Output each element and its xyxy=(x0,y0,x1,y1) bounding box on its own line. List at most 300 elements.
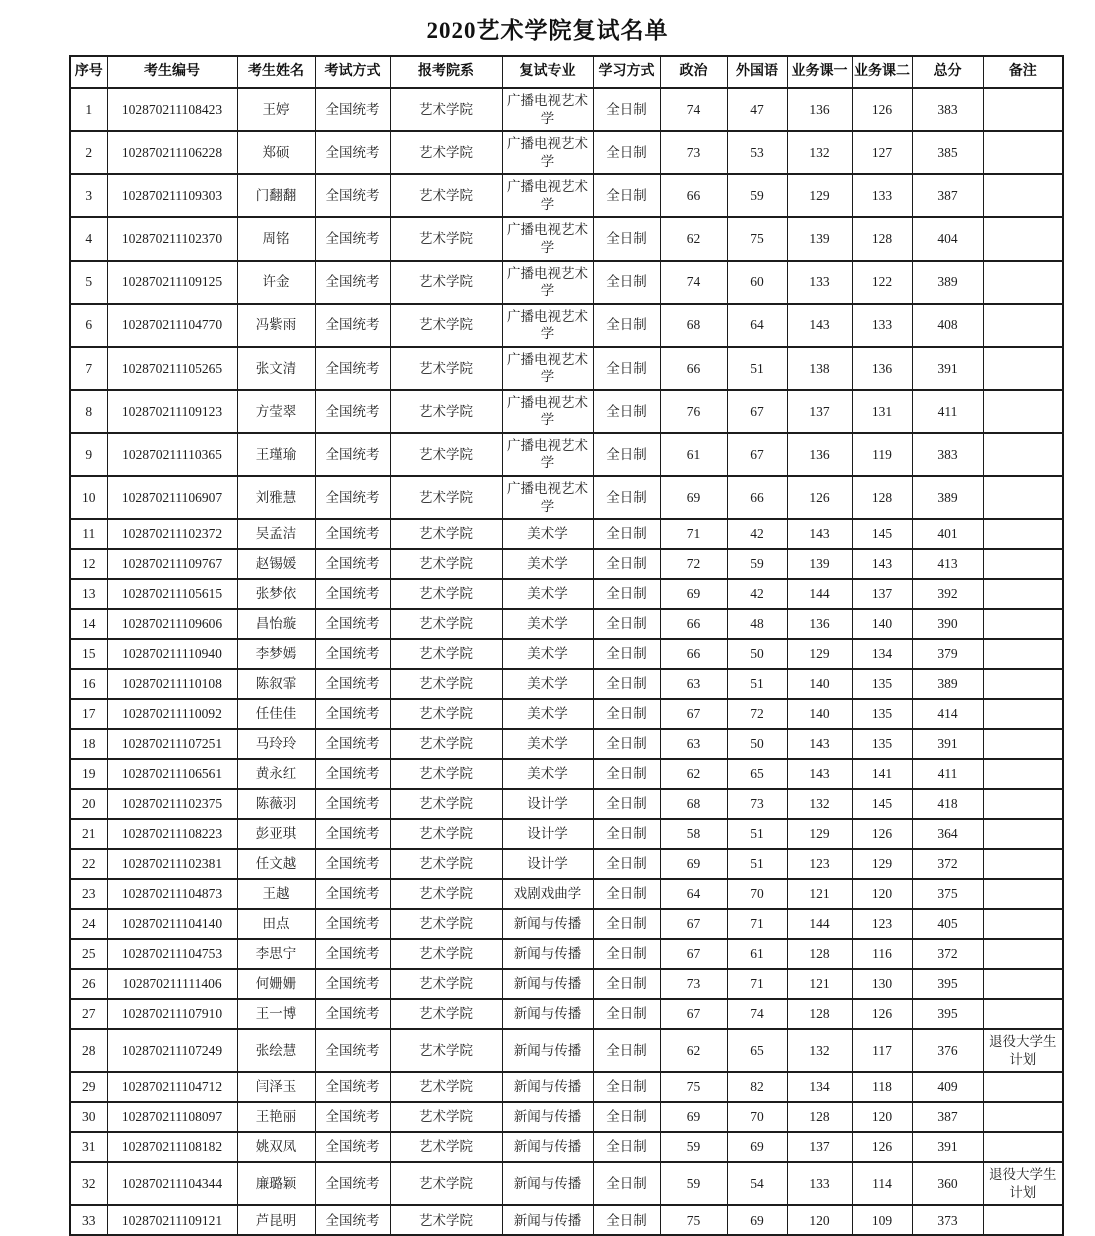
cell-course_two: 118 xyxy=(852,1072,912,1102)
page-title: 2020艺术学院复试名单 xyxy=(426,18,669,43)
cell-total_score: 392 xyxy=(912,579,983,609)
cell-foreign_language: 71 xyxy=(727,909,787,939)
cell-candidate_id: 102870211106907 xyxy=(107,476,237,519)
cell-course_one: 132 xyxy=(787,1029,852,1072)
cell-remark xyxy=(983,1205,1063,1235)
cell-candidate_name: 王越 xyxy=(237,879,315,909)
cell-candidate_id: 102870211109121 xyxy=(107,1205,237,1235)
cell-department: 艺术学院 xyxy=(390,476,502,519)
cell-study_mode: 全日制 xyxy=(593,1072,660,1102)
cell-foreign_language: 70 xyxy=(727,1102,787,1132)
cell-remark xyxy=(983,999,1063,1029)
cell-exam_method: 全国统考 xyxy=(315,347,390,390)
cell-course_two: 123 xyxy=(852,909,912,939)
cell-remark xyxy=(983,789,1063,819)
cell-seq: 16 xyxy=(70,669,107,699)
cell-retest_major: 广播电视艺术学 xyxy=(502,217,593,260)
cell-retest_major: 新闻与传播 xyxy=(502,969,593,999)
cell-course_one: 129 xyxy=(787,819,852,849)
table-row xyxy=(70,999,1063,1029)
cell-foreign_language: 54 xyxy=(727,1162,787,1205)
cell-total_score: 408 xyxy=(912,304,983,347)
cell-total_score: 391 xyxy=(912,347,983,390)
cell-department: 艺术学院 xyxy=(390,819,502,849)
cell-politics: 67 xyxy=(660,909,727,939)
cell-department: 艺术学院 xyxy=(390,669,502,699)
cell-course_two: 135 xyxy=(852,669,912,699)
cell-total_score: 372 xyxy=(912,939,983,969)
cell-retest_major: 设计学 xyxy=(502,789,593,819)
cell-course_one: 137 xyxy=(787,1132,852,1162)
cell-total_score: 364 xyxy=(912,819,983,849)
cell-exam_method: 全国统考 xyxy=(315,217,390,260)
column-header-candidate_id: 考生编号 xyxy=(107,56,237,88)
cell-retest_major: 新闻与传播 xyxy=(502,1029,593,1072)
cell-department: 艺术学院 xyxy=(390,639,502,669)
cell-remark xyxy=(983,1102,1063,1132)
table-row xyxy=(70,174,1063,217)
cell-course_one: 132 xyxy=(787,789,852,819)
cell-seq: 10 xyxy=(70,476,107,519)
cell-retest_major: 美术学 xyxy=(502,639,593,669)
cell-course_one: 140 xyxy=(787,699,852,729)
cell-foreign_language: 67 xyxy=(727,390,787,433)
cell-department: 艺术学院 xyxy=(390,699,502,729)
cell-department: 艺术学院 xyxy=(390,1102,502,1132)
cell-retest_major: 美术学 xyxy=(502,579,593,609)
cell-department: 艺术学院 xyxy=(390,174,502,217)
cell-total_score: 411 xyxy=(912,759,983,789)
cell-foreign_language: 50 xyxy=(727,639,787,669)
cell-total_score: 414 xyxy=(912,699,983,729)
cell-remark xyxy=(983,390,1063,433)
cell-department: 艺术学院 xyxy=(390,969,502,999)
cell-politics: 67 xyxy=(660,999,727,1029)
cell-foreign_language: 59 xyxy=(727,549,787,579)
cell-candidate_id: 102870211105265 xyxy=(107,347,237,390)
cell-retest_major: 美术学 xyxy=(502,519,593,549)
cell-retest_major: 美术学 xyxy=(502,759,593,789)
cell-foreign_language: 61 xyxy=(727,939,787,969)
cell-course_two: 127 xyxy=(852,131,912,174)
cell-politics: 69 xyxy=(660,1102,727,1132)
cell-study_mode: 全日制 xyxy=(593,1029,660,1072)
cell-remark xyxy=(983,549,1063,579)
cell-candidate_id: 102870211108223 xyxy=(107,819,237,849)
cell-candidate_name: 姚双凤 xyxy=(237,1132,315,1162)
cell-remark xyxy=(983,699,1063,729)
cell-study_mode: 全日制 xyxy=(593,174,660,217)
cell-study_mode: 全日制 xyxy=(593,789,660,819)
cell-candidate_name: 陈薇羽 xyxy=(237,789,315,819)
table-row xyxy=(70,131,1063,174)
cell-candidate_name: 张文清 xyxy=(237,347,315,390)
cell-candidate_id: 102870211107910 xyxy=(107,999,237,1029)
cell-foreign_language: 53 xyxy=(727,131,787,174)
cell-candidate_id: 102870211107251 xyxy=(107,729,237,759)
cell-total_score: 360 xyxy=(912,1162,983,1205)
cell-total_score: 383 xyxy=(912,433,983,476)
cell-seq: 30 xyxy=(70,1102,107,1132)
cell-course_two: 120 xyxy=(852,1102,912,1132)
cell-politics: 73 xyxy=(660,969,727,999)
cell-course_one: 128 xyxy=(787,999,852,1029)
cell-retest_major: 广播电视艺术学 xyxy=(502,390,593,433)
cell-course_two: 128 xyxy=(852,217,912,260)
cell-course_one: 132 xyxy=(787,131,852,174)
cell-politics: 64 xyxy=(660,879,727,909)
cell-course_one: 134 xyxy=(787,1072,852,1102)
cell-study_mode: 全日制 xyxy=(593,1162,660,1205)
cell-course_one: 128 xyxy=(787,939,852,969)
cell-foreign_language: 73 xyxy=(727,789,787,819)
document-page xyxy=(0,12,1095,1228)
cell-study_mode: 全日制 xyxy=(593,549,660,579)
cell-course_two: 134 xyxy=(852,639,912,669)
cell-candidate_id: 102870211106228 xyxy=(107,131,237,174)
cell-study_mode: 全日制 xyxy=(593,669,660,699)
cell-candidate_name: 王艳丽 xyxy=(237,1102,315,1132)
column-header-candidate_name: 考生姓名 xyxy=(237,56,315,88)
cell-course_two: 126 xyxy=(852,1132,912,1162)
cell-candidate_id: 102870211102370 xyxy=(107,217,237,260)
table-row xyxy=(70,909,1063,939)
cell-politics: 58 xyxy=(660,819,727,849)
cell-total_score: 389 xyxy=(912,261,983,304)
cell-course_one: 121 xyxy=(787,969,852,999)
cell-course_one: 123 xyxy=(787,849,852,879)
cell-course_one: 133 xyxy=(787,1162,852,1205)
table-row xyxy=(70,699,1063,729)
cell-exam_method: 全国统考 xyxy=(315,519,390,549)
cell-seq: 19 xyxy=(70,759,107,789)
cell-total_score: 379 xyxy=(912,639,983,669)
cell-remark xyxy=(983,669,1063,699)
cell-course_two: 126 xyxy=(852,88,912,131)
cell-candidate_name: 张梦依 xyxy=(237,579,315,609)
cell-politics: 73 xyxy=(660,131,727,174)
table-row xyxy=(70,639,1063,669)
cell-total_score: 391 xyxy=(912,1132,983,1162)
cell-course_two: 126 xyxy=(852,819,912,849)
cell-candidate_id: 102870211107249 xyxy=(107,1029,237,1072)
column-header-course_one: 业务课一 xyxy=(787,56,852,88)
cell-course_two: 135 xyxy=(852,699,912,729)
cell-foreign_language: 74 xyxy=(727,999,787,1029)
cell-candidate_id: 102870211110092 xyxy=(107,699,237,729)
cell-seq: 28 xyxy=(70,1029,107,1072)
cell-retest_major: 新闻与传播 xyxy=(502,1072,593,1102)
cell-study_mode: 全日制 xyxy=(593,304,660,347)
cell-study_mode: 全日制 xyxy=(593,759,660,789)
cell-department: 艺术学院 xyxy=(390,549,502,579)
cell-department: 艺术学院 xyxy=(390,347,502,390)
cell-course_two: 119 xyxy=(852,433,912,476)
table-row xyxy=(70,969,1063,999)
table-row xyxy=(70,1132,1063,1162)
cell-course_two: 131 xyxy=(852,390,912,433)
cell-exam_method: 全国统考 xyxy=(315,261,390,304)
cell-foreign_language: 51 xyxy=(727,849,787,879)
cell-exam_method: 全国统考 xyxy=(315,174,390,217)
cell-total_score: 395 xyxy=(912,969,983,999)
cell-foreign_language: 82 xyxy=(727,1072,787,1102)
cell-total_score: 387 xyxy=(912,1102,983,1132)
cell-total_score: 411 xyxy=(912,390,983,433)
table-row xyxy=(70,1029,1063,1072)
cell-seq: 25 xyxy=(70,939,107,969)
cell-exam_method: 全国统考 xyxy=(315,759,390,789)
cell-total_score: 404 xyxy=(912,217,983,260)
table-row xyxy=(70,729,1063,759)
cell-course_one: 143 xyxy=(787,759,852,789)
cell-course_one: 129 xyxy=(787,639,852,669)
cell-seq: 7 xyxy=(70,347,107,390)
cell-course_one: 137 xyxy=(787,390,852,433)
column-header-politics: 政治 xyxy=(660,56,727,88)
cell-candidate_name: 周铭 xyxy=(237,217,315,260)
cell-seq: 27 xyxy=(70,999,107,1029)
cell-retest_major: 新闻与传播 xyxy=(502,999,593,1029)
column-header-exam_method: 考试方式 xyxy=(315,56,390,88)
cell-foreign_language: 51 xyxy=(727,347,787,390)
cell-total_score: 390 xyxy=(912,609,983,639)
table-row xyxy=(70,609,1063,639)
cell-retest_major: 新闻与传播 xyxy=(502,1102,593,1132)
cell-total_score: 389 xyxy=(912,476,983,519)
cell-course_one: 126 xyxy=(787,476,852,519)
table-row xyxy=(70,433,1063,476)
table-row xyxy=(70,347,1063,390)
cell-department: 艺术学院 xyxy=(390,939,502,969)
cell-politics: 62 xyxy=(660,759,727,789)
cell-course_two: 133 xyxy=(852,174,912,217)
cell-politics: 62 xyxy=(660,217,727,260)
cell-candidate_name: 赵锡媛 xyxy=(237,549,315,579)
cell-candidate_name: 彭亚琪 xyxy=(237,819,315,849)
cell-remark xyxy=(983,519,1063,549)
cell-candidate_name: 闫泽玉 xyxy=(237,1072,315,1102)
cell-retest_major: 美术学 xyxy=(502,669,593,699)
cell-exam_method: 全国统考 xyxy=(315,1162,390,1205)
cell-exam_method: 全国统考 xyxy=(315,549,390,579)
cell-politics: 59 xyxy=(660,1132,727,1162)
cell-retest_major: 广播电视艺术学 xyxy=(502,433,593,476)
cell-department: 艺术学院 xyxy=(390,131,502,174)
cell-exam_method: 全国统考 xyxy=(315,88,390,131)
cell-total_score: 401 xyxy=(912,519,983,549)
cell-politics: 68 xyxy=(660,304,727,347)
cell-foreign_language: 65 xyxy=(727,1029,787,1072)
table-row xyxy=(70,390,1063,433)
cell-exam_method: 全国统考 xyxy=(315,131,390,174)
cell-foreign_language: 50 xyxy=(727,729,787,759)
cell-exam_method: 全国统考 xyxy=(315,879,390,909)
cell-department: 艺术学院 xyxy=(390,729,502,759)
cell-remark xyxy=(983,579,1063,609)
cell-department: 艺术学院 xyxy=(390,579,502,609)
cell-total_score: 383 xyxy=(912,88,983,131)
cell-study_mode: 全日制 xyxy=(593,519,660,549)
cell-course_one: 138 xyxy=(787,347,852,390)
cell-retest_major: 广播电视艺术学 xyxy=(502,174,593,217)
cell-remark xyxy=(983,217,1063,260)
cell-candidate_id: 102870211104753 xyxy=(107,939,237,969)
column-header-seq: 序号 xyxy=(70,56,107,88)
cell-course_two: 145 xyxy=(852,519,912,549)
cell-department: 艺术学院 xyxy=(390,519,502,549)
cell-candidate_name: 王一博 xyxy=(237,999,315,1029)
cell-candidate_name: 郑硕 xyxy=(237,131,315,174)
cell-retest_major: 广播电视艺术学 xyxy=(502,131,593,174)
cell-candidate_id: 102870211106561 xyxy=(107,759,237,789)
cell-retest_major: 新闻与传播 xyxy=(502,1205,593,1235)
cell-retest_major: 广播电视艺术学 xyxy=(502,88,593,131)
cell-study_mode: 全日制 xyxy=(593,879,660,909)
cell-seq: 9 xyxy=(70,433,107,476)
cell-seq: 5 xyxy=(70,261,107,304)
cell-remark xyxy=(983,609,1063,639)
header-row xyxy=(70,56,1063,88)
table-row xyxy=(70,217,1063,260)
cell-candidate_name: 许金 xyxy=(237,261,315,304)
cell-candidate_id: 102870211109125 xyxy=(107,261,237,304)
table-row xyxy=(70,759,1063,789)
column-header-study_mode: 学习方式 xyxy=(593,56,660,88)
cell-course_two: 130 xyxy=(852,969,912,999)
cell-exam_method: 全国统考 xyxy=(315,849,390,879)
table-row xyxy=(70,476,1063,519)
cell-candidate_id: 102870211104344 xyxy=(107,1162,237,1205)
cell-study_mode: 全日制 xyxy=(593,969,660,999)
table-row xyxy=(70,819,1063,849)
column-header-total_score: 总分 xyxy=(912,56,983,88)
cell-course_two: 143 xyxy=(852,549,912,579)
cell-total_score: 375 xyxy=(912,879,983,909)
cell-remark xyxy=(983,261,1063,304)
table-row xyxy=(70,88,1063,131)
cell-course_two: 137 xyxy=(852,579,912,609)
cell-total_score: 395 xyxy=(912,999,983,1029)
cell-study_mode: 全日制 xyxy=(593,579,660,609)
cell-candidate_id: 102870211109606 xyxy=(107,609,237,639)
cell-retest_major: 广播电视艺术学 xyxy=(502,304,593,347)
cell-study_mode: 全日制 xyxy=(593,939,660,969)
cell-politics: 63 xyxy=(660,729,727,759)
cell-study_mode: 全日制 xyxy=(593,476,660,519)
cell-exam_method: 全国统考 xyxy=(315,729,390,759)
cell-course_two: 128 xyxy=(852,476,912,519)
cell-foreign_language: 60 xyxy=(727,261,787,304)
cell-study_mode: 全日制 xyxy=(593,1132,660,1162)
cell-seq: 8 xyxy=(70,390,107,433)
cell-foreign_language: 75 xyxy=(727,217,787,260)
cell-politics: 61 xyxy=(660,433,727,476)
cell-course_one: 133 xyxy=(787,261,852,304)
cell-candidate_id: 102870211109123 xyxy=(107,390,237,433)
cell-candidate_id: 102870211110940 xyxy=(107,639,237,669)
cell-course_one: 136 xyxy=(787,609,852,639)
cell-foreign_language: 51 xyxy=(727,819,787,849)
cell-department: 艺术学院 xyxy=(390,1029,502,1072)
cell-exam_method: 全国统考 xyxy=(315,1072,390,1102)
cell-seq: 3 xyxy=(70,174,107,217)
cell-course_one: 144 xyxy=(787,579,852,609)
cell-exam_method: 全国统考 xyxy=(315,819,390,849)
cell-remark xyxy=(983,759,1063,789)
cell-remark xyxy=(983,969,1063,999)
cell-foreign_language: 42 xyxy=(727,519,787,549)
cell-seq: 26 xyxy=(70,969,107,999)
cell-department: 艺术学院 xyxy=(390,879,502,909)
cell-remark xyxy=(983,729,1063,759)
cell-foreign_language: 72 xyxy=(727,699,787,729)
cell-course_one: 120 xyxy=(787,1205,852,1235)
cell-total_score: 413 xyxy=(912,549,983,579)
cell-course_one: 143 xyxy=(787,304,852,347)
cell-exam_method: 全国统考 xyxy=(315,1102,390,1132)
cell-foreign_language: 69 xyxy=(727,1132,787,1162)
cell-department: 艺术学院 xyxy=(390,1205,502,1235)
cell-politics: 69 xyxy=(660,476,727,519)
cell-remark xyxy=(983,433,1063,476)
cell-exam_method: 全国统考 xyxy=(315,476,390,519)
cell-department: 艺术学院 xyxy=(390,304,502,347)
cell-retest_major: 新闻与传播 xyxy=(502,1132,593,1162)
cell-candidate_name: 张绘慧 xyxy=(237,1029,315,1072)
cell-study_mode: 全日制 xyxy=(593,390,660,433)
cell-seq: 6 xyxy=(70,304,107,347)
cell-total_score: 372 xyxy=(912,849,983,879)
cell-study_mode: 全日制 xyxy=(593,88,660,131)
table-row xyxy=(70,789,1063,819)
cell-politics: 75 xyxy=(660,1072,727,1102)
cell-exam_method: 全国统考 xyxy=(315,999,390,1029)
cell-politics: 76 xyxy=(660,390,727,433)
cell-candidate_id: 102870211104873 xyxy=(107,879,237,909)
cell-foreign_language: 65 xyxy=(727,759,787,789)
cell-politics: 69 xyxy=(660,579,727,609)
cell-candidate_id: 102870211111406 xyxy=(107,969,237,999)
cell-foreign_language: 51 xyxy=(727,669,787,699)
cell-total_score: 387 xyxy=(912,174,983,217)
cell-remark xyxy=(983,174,1063,217)
cell-exam_method: 全国统考 xyxy=(315,1132,390,1162)
cell-exam_method: 全国统考 xyxy=(315,669,390,699)
cell-course_one: 143 xyxy=(787,519,852,549)
cell-politics: 66 xyxy=(660,639,727,669)
cell-foreign_language: 59 xyxy=(727,174,787,217)
cell-candidate_name: 黄永红 xyxy=(237,759,315,789)
cell-course_one: 129 xyxy=(787,174,852,217)
cell-candidate_name: 方莹翠 xyxy=(237,390,315,433)
cell-retest_major: 新闻与传播 xyxy=(502,909,593,939)
cell-study_mode: 全日制 xyxy=(593,609,660,639)
table-row xyxy=(70,939,1063,969)
cell-seq: 12 xyxy=(70,549,107,579)
cell-foreign_language: 42 xyxy=(727,579,787,609)
cell-retest_major: 广播电视艺术学 xyxy=(502,261,593,304)
cell-candidate_id: 102870211102372 xyxy=(107,519,237,549)
cell-study_mode: 全日制 xyxy=(593,433,660,476)
cell-retest_major: 广播电视艺术学 xyxy=(502,347,593,390)
cell-department: 艺术学院 xyxy=(390,609,502,639)
cell-retest_major: 新闻与传播 xyxy=(502,939,593,969)
cell-department: 艺术学院 xyxy=(390,909,502,939)
cell-study_mode: 全日制 xyxy=(593,347,660,390)
cell-retest_major: 美术学 xyxy=(502,609,593,639)
cell-seq: 32 xyxy=(70,1162,107,1205)
